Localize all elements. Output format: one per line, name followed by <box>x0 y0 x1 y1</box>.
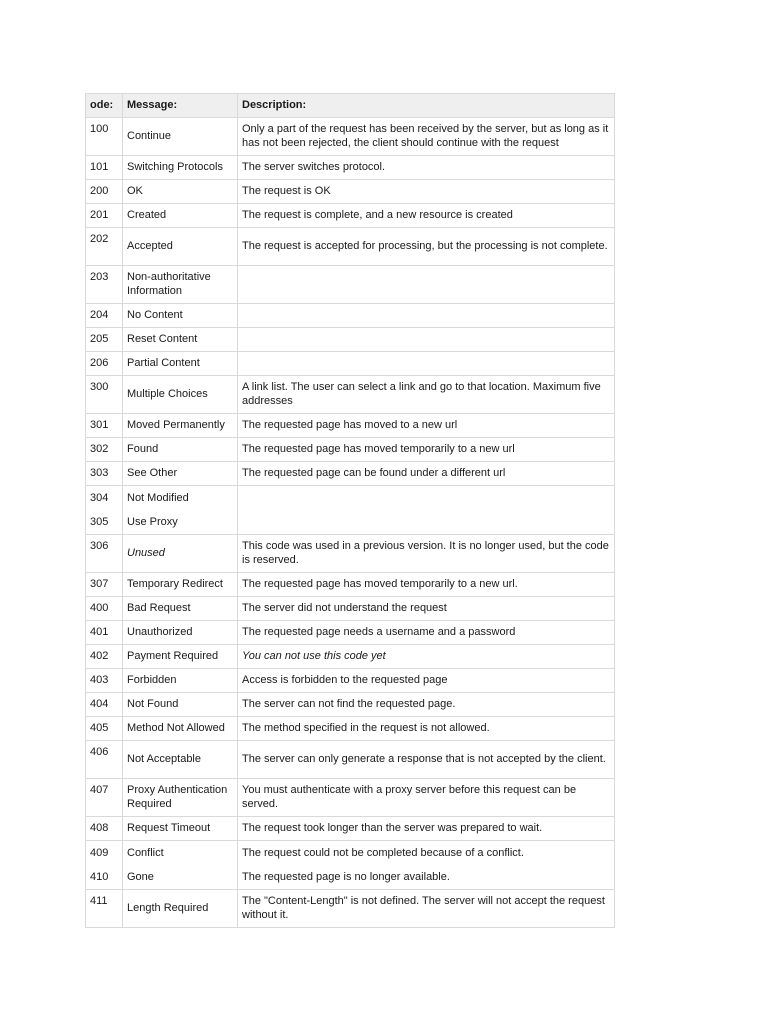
table-row <box>86 779 615 817</box>
description-cell: Only a part of the request has been received by the server, but as long as it has not been rejected, the client should continue with the request <box>238 118 615 156</box>
description-cell: The requested page can be found under a different url <box>238 462 615 486</box>
message-cell: Non-authoritative Information <box>123 266 238 304</box>
table-row <box>86 462 615 486</box>
description-cell: The requested page has moved temporarily to a new url. <box>238 573 615 597</box>
message-cell: Forbidden <box>123 669 238 693</box>
code-cell: 400 <box>86 597 123 621</box>
header-code: ode: <box>86 94 123 118</box>
code-cell: 100 <box>86 118 123 156</box>
table-row <box>86 573 615 597</box>
code-cell: 409 <box>90 847 109 859</box>
message-cell: Request Timeout <box>123 817 238 841</box>
message-cell: Continue <box>123 118 238 156</box>
code-cell: 305 <box>90 516 109 528</box>
code-cell: 204 <box>86 304 123 328</box>
code-cell: 404 <box>86 693 123 717</box>
table-header-row <box>86 94 615 118</box>
description-cell: You can not use this code yet <box>238 645 615 669</box>
description-cell: Access is forbidden to the requested page <box>238 669 615 693</box>
code-cell: 203 <box>86 266 123 304</box>
code-cell: 306 <box>86 535 123 573</box>
description-cell: You must authenticate with a proxy server before this request can be served. <box>238 779 615 817</box>
code-cell: 101 <box>86 156 123 180</box>
description-cell: The "Content-Length" is not defined. The server will not accept the request without it. <box>238 890 615 928</box>
code-cell: 408 <box>86 817 123 841</box>
description-cell: The server can not find the requested page. <box>238 693 615 717</box>
table-row <box>86 890 615 928</box>
table-row <box>86 741 615 779</box>
table-row-group <box>86 486 615 535</box>
message-cell: Not Modified <box>127 492 189 504</box>
table-row <box>86 118 615 156</box>
code-cell: 401 <box>86 621 123 645</box>
table-row <box>86 376 615 414</box>
table-row <box>86 304 615 328</box>
description-cell: The server did not understand the request <box>238 597 615 621</box>
description-cell: The requested page has moved to a new url <box>238 414 615 438</box>
message-cell: Switching Protocols <box>123 156 238 180</box>
table-row <box>86 717 615 741</box>
description-cell: The request could not be completed because of a conflict. <box>242 847 524 859</box>
code-cell: 302 <box>86 438 123 462</box>
description-cell: The request is OK <box>238 180 615 204</box>
message-cell: Method Not Allowed <box>123 717 238 741</box>
message-cell: Unused <box>123 535 238 573</box>
table-row <box>86 180 615 204</box>
description-cell: The requested page is no longer available. <box>242 871 450 883</box>
message-cell: Proxy Authentication Required <box>123 779 238 817</box>
table-row <box>86 156 615 180</box>
code-cell: 206 <box>86 352 123 376</box>
table-row-group <box>86 841 615 890</box>
header-message: Message: <box>123 94 238 118</box>
message-cell: No Content <box>123 304 238 328</box>
code-cell: 300 <box>86 376 123 414</box>
message-cell: Use Proxy <box>127 516 178 528</box>
table-row <box>86 817 615 841</box>
table-row <box>86 535 615 573</box>
message-cell: Reset Content <box>123 328 238 352</box>
description-cell <box>238 352 615 376</box>
message-cell: Temporary Redirect <box>123 573 238 597</box>
table-row <box>86 414 615 438</box>
code-cell: 411 <box>86 890 123 928</box>
table-row <box>86 645 615 669</box>
message-cell-group <box>123 841 238 890</box>
description-cell <box>238 304 615 328</box>
description-cell-group <box>238 841 615 890</box>
header-description: Description: <box>238 94 615 118</box>
description-cell: The requested page needs a username and a password <box>238 621 615 645</box>
table-row <box>86 438 615 462</box>
http-status-table <box>85 93 615 928</box>
message-cell: Conflict <box>127 847 164 859</box>
message-cell: Payment Required <box>123 645 238 669</box>
description-cell: The request took longer than the server was prepared to wait. <box>238 817 615 841</box>
code-cell: 410 <box>90 871 109 883</box>
code-cell: 201 <box>86 204 123 228</box>
table-row <box>86 693 615 717</box>
description-cell <box>238 266 615 304</box>
message-cell: Created <box>123 204 238 228</box>
message-cell: See Other <box>123 462 238 486</box>
code-cell: 307 <box>86 573 123 597</box>
code-cell: 402 <box>86 645 123 669</box>
code-cell: 405 <box>86 717 123 741</box>
message-cell: Found <box>123 438 238 462</box>
table-row <box>86 228 615 266</box>
code-cell: 407 <box>86 779 123 817</box>
table-row <box>86 621 615 645</box>
message-cell: Not Found <box>123 693 238 717</box>
table-row <box>86 352 615 376</box>
description-cell: The request is accepted for processing, but the processing is not complete. <box>238 228 615 266</box>
message-cell: Moved Permanently <box>123 414 238 438</box>
description-cell <box>238 486 615 535</box>
description-cell <box>238 328 615 352</box>
code-cell: 200 <box>86 180 123 204</box>
code-cell: 303 <box>86 462 123 486</box>
description-cell: The requested page has moved temporarily to a new url <box>238 438 615 462</box>
description-cell: A link list. The user can select a link and go to that location. Maximum five addresses <box>238 376 615 414</box>
description-cell: The server can only generate a response that is not accepted by the client. <box>238 741 615 779</box>
table-row <box>86 597 615 621</box>
code-cell-group <box>86 486 123 535</box>
message-cell: Partial Content <box>123 352 238 376</box>
table-row <box>86 328 615 352</box>
code-cell: 406 <box>86 741 123 779</box>
message-cell: Unauthorized <box>123 621 238 645</box>
message-cell: OK <box>123 180 238 204</box>
message-cell: Gone <box>127 871 154 883</box>
message-cell: Accepted <box>123 228 238 266</box>
message-cell-group <box>123 486 238 535</box>
table-row <box>86 204 615 228</box>
code-cell: 301 <box>86 414 123 438</box>
description-cell: The method specified in the request is not allowed. <box>238 717 615 741</box>
message-cell: Not Acceptable <box>123 741 238 779</box>
code-cell: 202 <box>86 228 123 266</box>
code-cell: 205 <box>86 328 123 352</box>
code-cell: 403 <box>86 669 123 693</box>
code-cell-group <box>86 841 123 890</box>
message-cell: Length Required <box>123 890 238 928</box>
message-cell: Multiple Choices <box>123 376 238 414</box>
table-row <box>86 266 615 304</box>
description-cell: The request is complete, and a new resource is created <box>238 204 615 228</box>
message-cell: Bad Request <box>123 597 238 621</box>
description-cell: This code was used in a previous version. It is no longer used, but the code is reserved. <box>238 535 615 573</box>
code-cell: 304 <box>90 492 109 504</box>
description-cell: The server switches protocol. <box>238 156 615 180</box>
table-row <box>86 669 615 693</box>
